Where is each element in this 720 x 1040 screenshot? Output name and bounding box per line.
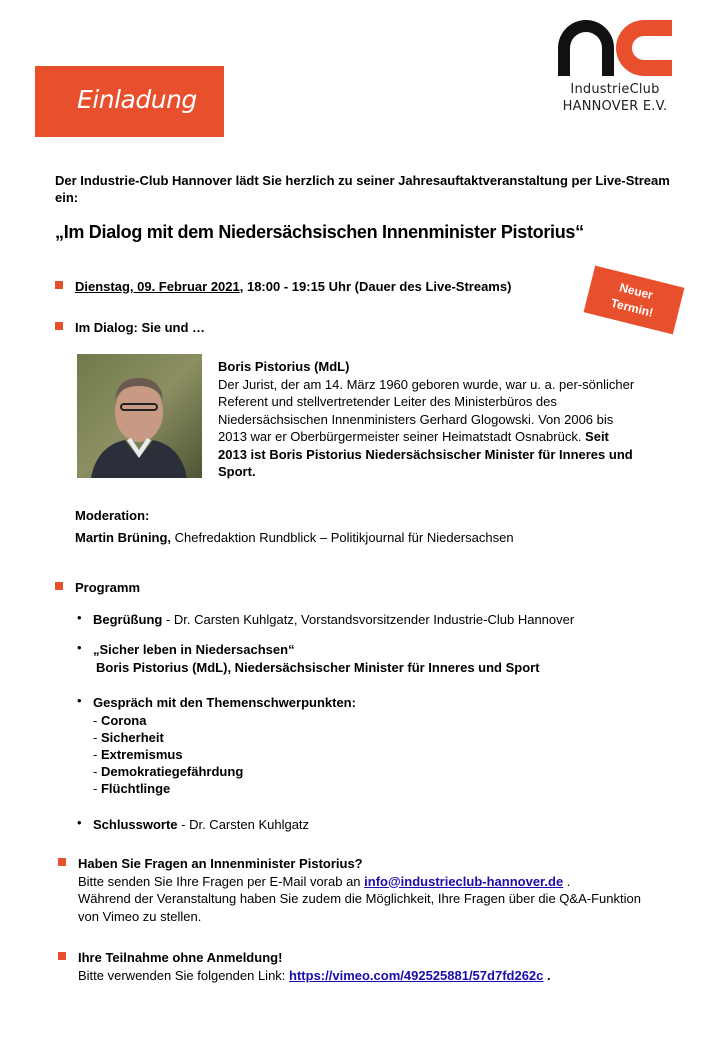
event-date: Dienstag, 09. Februar 2021 xyxy=(75,279,240,294)
item-detail: - Dr. Carsten Kuhlgatz xyxy=(177,817,310,832)
moderation-label: Moderation: xyxy=(75,508,150,523)
item-title: „Sicher leben in Niedersachsen“ xyxy=(93,642,295,657)
speaker-bio xyxy=(218,358,638,481)
banner-label: Einladung xyxy=(77,85,197,114)
questions-title: Haben Sie Fragen an Innenminister Pistorius? xyxy=(78,856,363,871)
logo-line2: HANNOVER E.V. xyxy=(562,99,668,114)
item-detail: - Dr. Carsten Kuhlgatz, Vorstandsvorsitzender Industrie-Club Hannover xyxy=(162,612,575,627)
bullet-square xyxy=(58,952,66,960)
stamp-line2: Termin! xyxy=(609,295,655,320)
item-speaker: Boris Pistorius (MdL) xyxy=(96,660,228,675)
logo-mark-icon xyxy=(556,18,674,78)
participation-title: Ihre Teilnahme ohne Anmeldung! xyxy=(78,950,283,965)
bullet-square xyxy=(55,281,63,289)
questions-text: Bitte senden Sie Ihre Fragen per E-Mail vorab an xyxy=(78,873,365,889)
einladung-banner xyxy=(35,66,224,137)
topic-item: Corona xyxy=(100,713,147,728)
item-title: Schlussworte xyxy=(93,817,178,832)
programm-item xyxy=(93,816,693,833)
email-link[interactable]: info@industrieclub-hannover.de xyxy=(364,873,564,889)
industrieclub-logo xyxy=(556,18,674,118)
page-title: „Im Dialog mit dem Niedersächsischen Innenminister Pistorius“ xyxy=(55,222,584,242)
bullet-square xyxy=(58,858,66,866)
list-bullet: • xyxy=(77,640,82,655)
event-time: , 18:00 - 19:15 Uhr (Dauer des Live-Streams) xyxy=(239,279,512,294)
moderator-name: Martin Brüning, xyxy=(75,530,172,545)
participation-text: Bitte verwenden Sie folgenden Link: xyxy=(78,968,290,983)
programm-item xyxy=(93,641,693,676)
stamp-line1: Neuer xyxy=(617,280,655,303)
item-role: , Niedersächsischer Minister für Inneres und Sport xyxy=(227,660,540,675)
list-bullet: • xyxy=(77,815,82,830)
programm-item xyxy=(93,694,693,797)
list-bullet: • xyxy=(77,610,82,625)
bullet-square xyxy=(55,322,63,330)
intro-text: Der Industrie-Club Hannover lädt Sie herzlich zu seiner Jahresauftaktveranstaltung per Live-Stream ein: xyxy=(55,173,670,205)
topic-list: - Corona - Sicherheit - Extremismus - Demokratiegefährdung - Flüchtlinge xyxy=(93,713,244,796)
list-bullet: • xyxy=(77,693,82,708)
event-date-line xyxy=(75,278,595,295)
participation-section xyxy=(78,949,658,985)
programm-heading: Programm xyxy=(75,580,141,595)
bullet-square xyxy=(55,582,63,590)
questions-text-2: Während der Veranstaltung haben Sie zudem die Möglichkeit, Ihre Fragen über die Q&A-Funktion von Vimeo zu stellen. xyxy=(78,891,641,924)
topic-item: Extremismus xyxy=(100,747,183,762)
questions-section xyxy=(78,855,658,925)
programm-item xyxy=(93,611,693,628)
moderation-line xyxy=(75,529,695,546)
speaker-photo xyxy=(77,354,202,478)
new-date-stamp xyxy=(584,266,685,335)
moderator-role: Chefredaktion Rundblick – Politikjournal für Niedersachsen xyxy=(171,530,514,545)
item-title: Gespräch mit den Themenschwerpunkten: xyxy=(93,695,356,710)
logo-line1: IndustrieClub xyxy=(570,82,660,97)
punctuation: . xyxy=(563,873,571,889)
topic-item: Sicherheit xyxy=(100,730,164,745)
topic-item: Demokratiegefährdung xyxy=(100,764,244,779)
dialog-heading: Im Dialog: Sie und … xyxy=(75,320,206,335)
speaker-bio-text: Der Jurist, der am 14. März 1960 geboren wurde, war u. a. per-sönlicher Referent und stellvertretender Leiter des Ministerbüros des Niedersächsischen Innenministers Gerhard Glogowski. Von 2006 bis 2013 war er Oberbürgermeister seiner Heimatstadt Osnabrück. xyxy=(218,376,635,444)
item-title: Begrüßung xyxy=(93,612,163,627)
speaker-name: Boris Pistorius (MdL) xyxy=(218,359,350,374)
topic-item: Flüchtlinge xyxy=(100,781,171,796)
vimeo-link[interactable]: https://vimeo.com/492525881/57d7fd262c xyxy=(289,968,544,983)
punctuation: . xyxy=(543,968,551,983)
speaker-bio-bold: Seit 2013 ist Boris Pistorius Niedersächsischer Minister für Inneres und Sport. xyxy=(218,429,633,479)
